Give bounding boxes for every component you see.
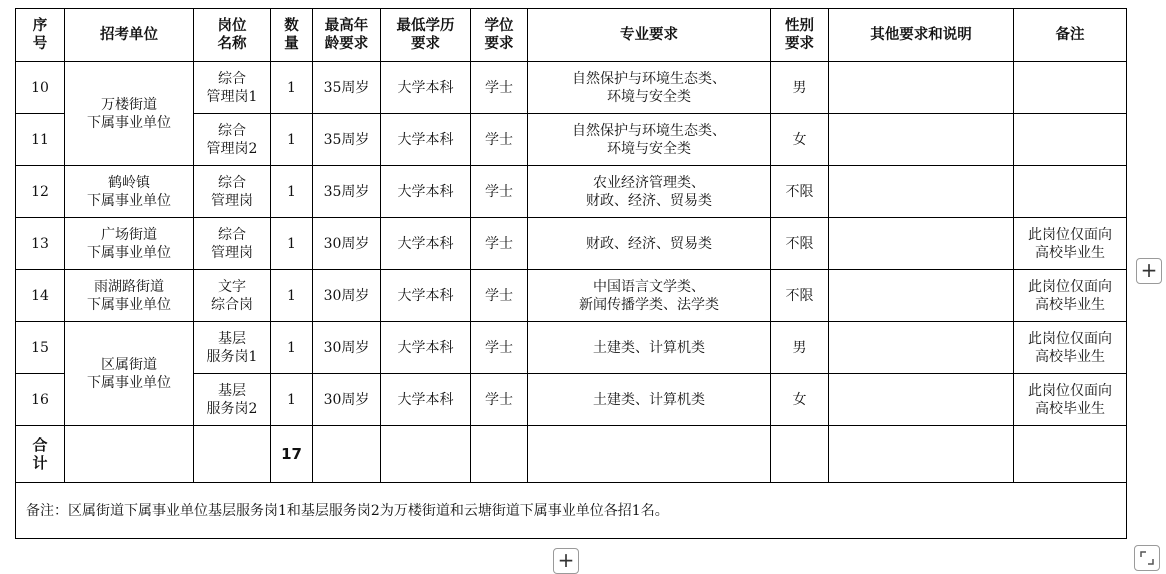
header-row xyxy=(16,9,1127,62)
total-empty-cell xyxy=(771,426,829,483)
cell-degree: 学士 xyxy=(471,218,528,270)
cell-unit: 广场街道 下属事业单位 xyxy=(65,218,194,270)
cell-no: 16 xyxy=(16,374,65,426)
cell-age: 30周岁 xyxy=(313,218,381,270)
header-edu: 最低学历 要求 xyxy=(381,9,471,62)
cell-degree: 学士 xyxy=(471,114,528,166)
cell-no: 14 xyxy=(16,270,65,322)
total-empty-cell xyxy=(381,426,471,483)
header-degree: 学位 要求 xyxy=(471,9,528,62)
header-unit: 招考单位 xyxy=(65,9,194,62)
cell-major: 财政、经济、贸易类 xyxy=(528,218,771,270)
table-row xyxy=(16,270,1127,322)
cell-remark: 此岗位仅面向 高校毕业生 xyxy=(1014,322,1127,374)
cell-other xyxy=(829,322,1014,374)
cell-major: 农业经济管理类、 财政、经济、贸易类 xyxy=(528,166,771,218)
cell-unit: 区属街道 下属事业单位 xyxy=(65,322,194,426)
table-row xyxy=(16,62,1127,114)
table-row xyxy=(16,218,1127,270)
total-row xyxy=(16,426,1127,483)
cell-no: 10 xyxy=(16,62,65,114)
cell-gender: 女 xyxy=(771,374,829,426)
cell-degree: 学士 xyxy=(471,62,528,114)
cell-major: 土建类、计算机类 xyxy=(528,322,771,374)
total-empty-cell xyxy=(194,426,271,483)
cell-major: 土建类、计算机类 xyxy=(528,374,771,426)
cell-post: 综合 管理岗 xyxy=(194,218,271,270)
cell-edu: 大学本科 xyxy=(381,114,471,166)
cell-age: 30周岁 xyxy=(313,322,381,374)
cell-remark: 此岗位仅面向 高校毕业生 xyxy=(1014,218,1127,270)
cell-other xyxy=(829,166,1014,218)
header-remark: 备注 xyxy=(1014,9,1127,62)
header-gender: 性别 要求 xyxy=(771,9,829,62)
add-column-plus-icon[interactable]: + xyxy=(1136,258,1162,284)
header-post: 岗位 名称 xyxy=(194,9,271,62)
cell-no: 13 xyxy=(16,218,65,270)
cell-degree: 学士 xyxy=(471,166,528,218)
cell-age: 30周岁 xyxy=(313,270,381,322)
header-qty: 数 量 xyxy=(271,9,313,62)
total-qty: 17 xyxy=(271,426,313,483)
cell-edu: 大学本科 xyxy=(381,374,471,426)
cell-unit: 万楼街道 下属事业单位 xyxy=(65,62,194,166)
cell-qty: 1 xyxy=(271,166,313,218)
cell-degree: 学士 xyxy=(471,374,528,426)
cell-gender: 男 xyxy=(771,62,829,114)
cell-no: 11 xyxy=(16,114,65,166)
total-label: 合 计 xyxy=(16,426,65,483)
total-empty-cell xyxy=(313,426,381,483)
cell-major: 自然保护与环境生态类、 环境与安全类 xyxy=(528,62,771,114)
cell-post: 文字 综合岗 xyxy=(194,270,271,322)
cell-age: 30周岁 xyxy=(313,374,381,426)
cell-degree: 学士 xyxy=(471,270,528,322)
cell-post: 综合 管理岗 xyxy=(194,166,271,218)
cell-unit: 雨湖路街道 下属事业单位 xyxy=(65,270,194,322)
total-empty-cell xyxy=(65,426,194,483)
cell-qty: 1 xyxy=(271,270,313,322)
cell-edu: 大学本科 xyxy=(381,62,471,114)
header-major: 专业要求 xyxy=(528,9,771,62)
header-other: 其他要求和说明 xyxy=(829,9,1014,62)
cell-remark xyxy=(1014,114,1127,166)
cell-post: 综合 管理岗1 xyxy=(194,62,271,114)
cell-edu: 大学本科 xyxy=(381,322,471,374)
cell-remark: 此岗位仅面向 高校毕业生 xyxy=(1014,374,1127,426)
cell-major: 中国语言文学类、 新闻传播学类、法学类 xyxy=(528,270,771,322)
cell-edu: 大学本科 xyxy=(381,270,471,322)
note-row xyxy=(16,483,1127,539)
total-empty-cell xyxy=(1014,426,1127,483)
cell-other xyxy=(829,270,1014,322)
table-row xyxy=(16,166,1127,218)
total-empty-cell xyxy=(528,426,771,483)
cell-post: 基层 服务岗2 xyxy=(194,374,271,426)
cell-unit: 鹤岭镇 下属事业单位 xyxy=(65,166,194,218)
add-row-plus-icon[interactable]: + xyxy=(553,548,579,574)
cell-gender: 女 xyxy=(771,114,829,166)
cell-remark: 此岗位仅面向 高校毕业生 xyxy=(1014,270,1127,322)
cell-major: 自然保护与环境生态类、 环境与安全类 xyxy=(528,114,771,166)
table-note: 备注：区属街道下属事业单位基层服务岗1和基层服务岗2为万楼街道和云塘街道下属事业单位各招1名。 xyxy=(16,483,1127,539)
cell-age: 35周岁 xyxy=(313,62,381,114)
total-empty-cell xyxy=(829,426,1014,483)
cell-other xyxy=(829,374,1014,426)
cell-remark xyxy=(1014,166,1127,218)
cell-other xyxy=(829,114,1014,166)
resize-corner-icon[interactable] xyxy=(1134,545,1160,571)
cell-age: 35周岁 xyxy=(313,166,381,218)
cell-degree: 学士 xyxy=(471,322,528,374)
cell-edu: 大学本科 xyxy=(381,166,471,218)
cell-no: 12 xyxy=(16,166,65,218)
cell-age: 35周岁 xyxy=(313,114,381,166)
cell-qty: 1 xyxy=(271,374,313,426)
cell-other xyxy=(829,218,1014,270)
cell-qty: 1 xyxy=(271,322,313,374)
cell-other xyxy=(829,62,1014,114)
cell-gender: 不限 xyxy=(771,166,829,218)
table-row xyxy=(16,322,1127,374)
cell-post: 基层 服务岗1 xyxy=(194,322,271,374)
cell-qty: 1 xyxy=(271,62,313,114)
cell-post: 综合 管理岗2 xyxy=(194,114,271,166)
cell-gender: 不限 xyxy=(771,270,829,322)
total-empty-cell xyxy=(471,426,528,483)
cell-qty: 1 xyxy=(271,114,313,166)
resize-corner-glyph xyxy=(1139,550,1155,566)
recruitment-table xyxy=(15,8,1127,539)
cell-edu: 大学本科 xyxy=(381,218,471,270)
cell-remark xyxy=(1014,62,1127,114)
header-no: 序 号 xyxy=(16,9,65,62)
cell-no: 15 xyxy=(16,322,65,374)
cell-gender: 男 xyxy=(771,322,829,374)
header-age: 最高年 龄要求 xyxy=(313,9,381,62)
cell-qty: 1 xyxy=(271,218,313,270)
cell-gender: 不限 xyxy=(771,218,829,270)
